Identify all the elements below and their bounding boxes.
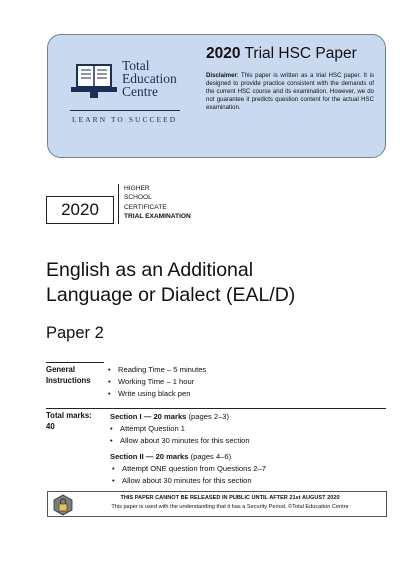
banner-title: 2020 Trial HSC Paper	[206, 45, 357, 62]
subject-title: English as an Additional Language or Dialect (EAL/D)	[46, 259, 296, 306]
book-icon	[70, 59, 118, 99]
section-1-heading: Section I — 20 marks (pages 2–3)	[110, 412, 230, 421]
list-item: • Attempt Question 1	[110, 423, 250, 435]
logo-tagline: LEARN TO SUCCEED	[72, 115, 178, 124]
instructions-rule	[46, 362, 104, 363]
logo-name: Total Education Centre	[122, 58, 177, 99]
security-lock-icon	[52, 494, 74, 516]
security-notice	[47, 491, 387, 517]
marks-rule	[46, 408, 386, 409]
header-banner	[47, 34, 386, 158]
list-item: • Reading Time – 5 minutes	[108, 364, 206, 376]
exam-year-box: 2020	[46, 196, 114, 224]
list-item: • Attempt ONE question from Questions 2–7	[112, 463, 266, 475]
instructions-label: General Instructions	[46, 365, 91, 385]
security-period-notice: This paper is used with the understanding that it has a Security Period. ©Total Education Centre	[111, 504, 349, 510]
exam-type: HIGHER SCHOOL CERTIFICATE TRIAL EXAMINATION	[124, 185, 191, 220]
total-marks-label: Total marks: 40	[46, 411, 92, 431]
release-notice: THIS PAPER CANNOT BE RELEASED IN PUBLIC UNTIL AFTER 21st AUGUST 2020	[120, 495, 340, 501]
instructions-list	[108, 364, 206, 401]
section-2-heading: Section II — 20 marks (pages 4–6)	[110, 452, 232, 461]
logo-divider	[70, 110, 180, 111]
list-item: • Allow about 30 minutes for this section	[112, 475, 266, 487]
list-item: • Write using black pen	[108, 388, 206, 400]
section-1-list	[110, 423, 250, 447]
paper-number: Paper 2	[46, 324, 104, 342]
list-item: • Working Time – 1 hour	[108, 376, 206, 388]
disclaimer: Disclaimer: This paper is written as a trial HSC paper. It is designed to provide practice consistent with the demands of the current HSC course and its examination. However, we do not guarantee it predicts question content for the actual HSC examination.	[206, 72, 374, 111]
company-logo	[70, 53, 220, 133]
section-2-list	[112, 463, 266, 487]
list-item: • Allow about 30 minutes for this section	[110, 435, 250, 447]
hsc-divider	[118, 184, 119, 224]
